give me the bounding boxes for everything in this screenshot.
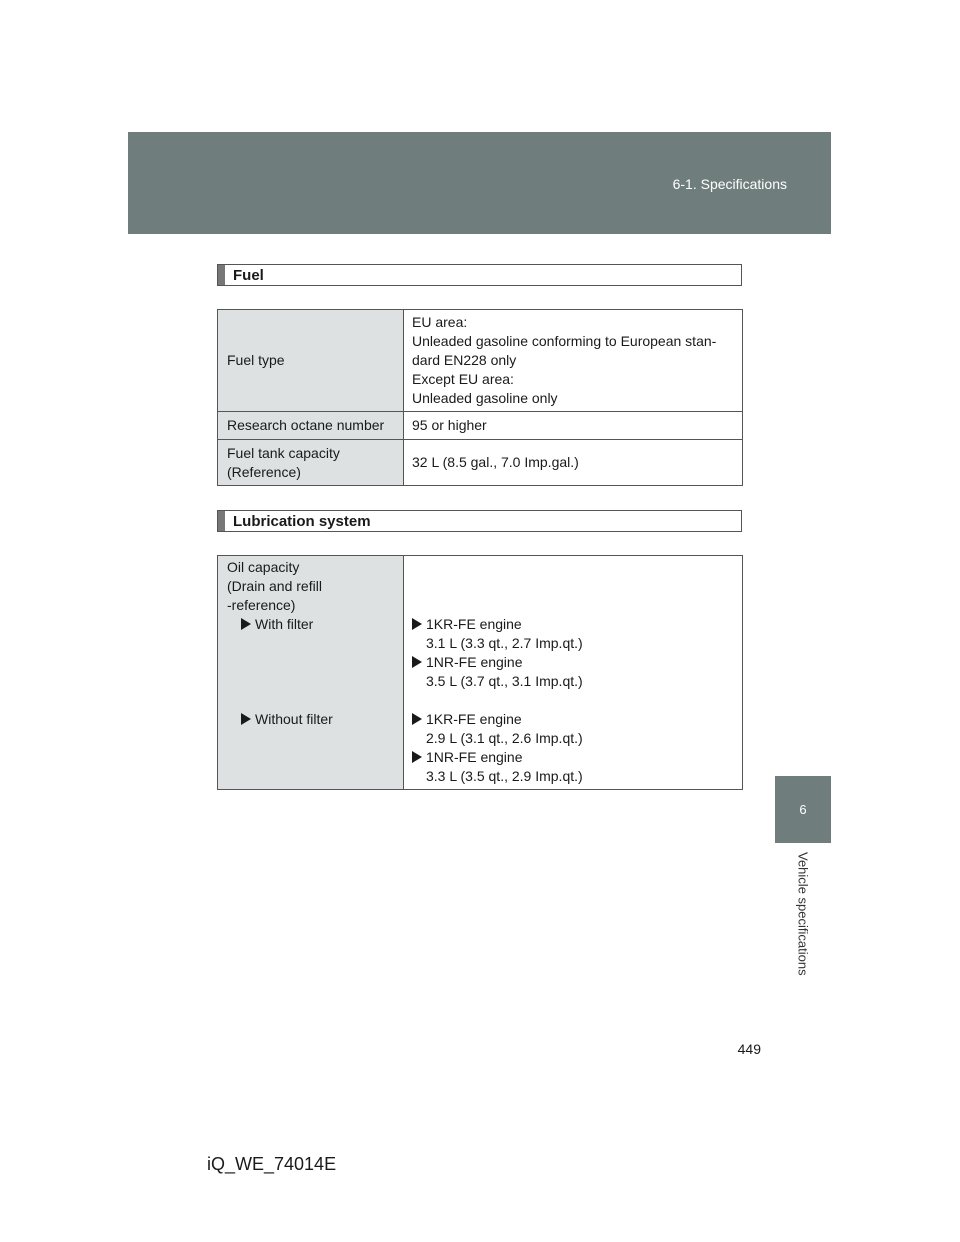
label-line: Oil capacity <box>227 559 300 575</box>
without-filter-text: Without filter <box>255 711 333 727</box>
octane-label <box>218 412 404 440</box>
oil-capacity-label <box>218 556 404 790</box>
octane-value <box>404 412 743 440</box>
engine-capacity: 2.9 L (3.1 qt., 2.6 Imp.qt.) <box>426 730 583 746</box>
value-line: EU area: <box>412 314 468 330</box>
label-line: (Reference) <box>227 463 301 480</box>
triangle-bullet-icon <box>412 618 422 630</box>
value-line: 95 or higher <box>412 417 487 433</box>
with-filter-label <box>227 615 399 634</box>
label-line: -reference) <box>227 597 296 613</box>
triangle-bullet-icon <box>241 618 251 630</box>
spacer <box>227 634 399 710</box>
engine-capacity: 3.1 L (3.3 qt., 2.7 Imp.qt.) <box>426 635 583 651</box>
table-row <box>218 310 743 412</box>
tank-capacity-label <box>218 440 404 486</box>
triangle-bullet-icon <box>241 713 251 725</box>
spacer <box>412 691 738 710</box>
tank-capacity-value <box>404 440 743 486</box>
engine-line <box>412 748 738 767</box>
engine-name: 1NR-FE engine <box>426 749 523 765</box>
label-line: Research octane number <box>227 417 385 433</box>
engine-line <box>412 710 738 729</box>
value-line: Unleaded gasoline conforming to European stan- <box>412 333 717 349</box>
table-row <box>218 412 743 440</box>
triangle-bullet-icon <box>412 751 422 763</box>
chapter-label: Vehicle specifications <box>795 852 811 976</box>
lubrication-table <box>217 555 743 790</box>
table-row <box>218 440 743 486</box>
lubrication-heading <box>217 510 742 532</box>
oil-capacity-value <box>404 556 743 790</box>
fuel-type-label <box>218 310 404 412</box>
label-line: (Drain and refill <box>227 578 322 594</box>
engine-capacity: 3.5 L (3.7 qt., 3.1 Imp.qt.) <box>426 673 583 689</box>
engine-name: 1KR-FE engine <box>426 711 522 727</box>
fuel-type-value <box>404 310 743 412</box>
with-filter-text: With filter <box>255 616 314 632</box>
fuel-table <box>217 309 743 486</box>
table-row <box>218 556 743 790</box>
label-line: Fuel type <box>227 352 285 368</box>
spacer <box>412 558 738 615</box>
heading-marker <box>218 511 225 531</box>
fuel-heading <box>217 264 742 286</box>
document-code: iQ_WE_74014E <box>207 1154 337 1174</box>
value-line: 32 L (8.5 gal., 7.0 Imp.gal.) <box>412 454 579 470</box>
header-band <box>128 132 831 234</box>
section-title: 6-1. Specifications <box>672 176 787 192</box>
value-line: Except EU area: <box>412 371 514 387</box>
fuel-heading-text: Fuel <box>233 266 264 284</box>
engine-line <box>412 653 738 672</box>
heading-marker <box>218 265 225 285</box>
label-line: Fuel tank capacity <box>227 444 340 461</box>
triangle-bullet-icon <box>412 656 422 668</box>
lubrication-heading-text: Lubrication system <box>233 512 371 530</box>
without-filter-label <box>227 710 399 729</box>
engine-capacity: 3.3 L (3.5 qt., 2.9 Imp.qt.) <box>426 768 583 784</box>
engine-line <box>412 615 738 634</box>
value-line: dard EN228 only <box>412 352 517 368</box>
engine-name: 1KR-FE engine <box>426 616 522 632</box>
value-line: Unleaded gasoline only <box>412 390 558 406</box>
triangle-bullet-icon <box>412 713 422 725</box>
engine-name: 1NR-FE engine <box>426 654 523 670</box>
chapter-number-tab: 6 <box>775 776 831 843</box>
page-number: 449 <box>737 1041 761 1057</box>
